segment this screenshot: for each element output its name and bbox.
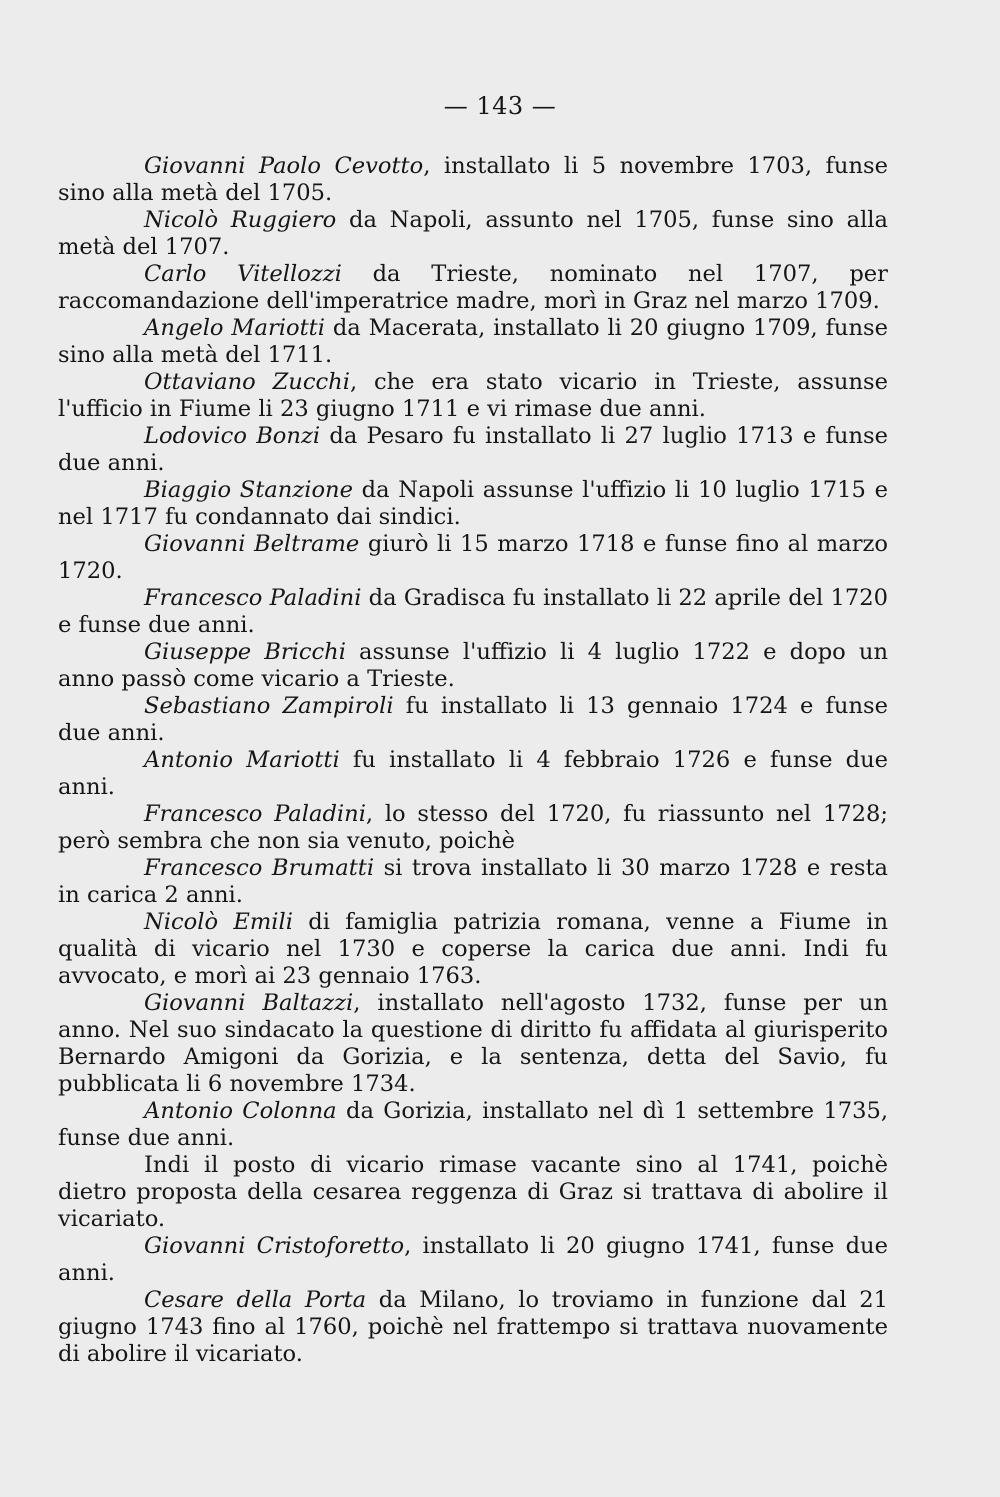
paragraph <box>58 1287 888 1368</box>
paragraph <box>58 477 888 531</box>
paragraph <box>58 855 888 909</box>
paragraph <box>58 261 888 315</box>
paragraph <box>58 153 888 207</box>
paragraph <box>58 801 888 855</box>
person-name: Antonio Colonna <box>144 1098 337 1124</box>
paragraph-text: giurò li 15 marzo 1718 e funse fino al marzo 1720. <box>58 531 888 584</box>
paragraph <box>58 207 888 261</box>
paragraph <box>58 693 888 747</box>
paragraph <box>58 315 888 369</box>
person-name: Angelo Mariotti <box>144 315 325 341</box>
paragraph <box>58 747 888 801</box>
paragraph-text: da Napoli assunse l'uffizio li 10 luglio 1715 e nel 1717 fu condannato dai sindici. <box>58 477 888 530</box>
person-name: Nicolò Emili <box>144 909 293 935</box>
person-name: Carlo Vitellozzi <box>144 261 342 287</box>
paragraph-text: di famiglia patrizia romana, venne a Fiume in qualità di vicario nel 1730 e coperse la carica due anni. Indi fu avvocato, e morì ai 23 gennaio 1763. <box>58 909 889 989</box>
person-name: Giovanni Cristoforetto <box>144 1233 405 1259</box>
paragraph <box>58 423 888 477</box>
paragraph <box>58 639 888 693</box>
paragraph <box>58 990 888 1098</box>
person-name: Sebastiano Zampiroli <box>144 693 394 719</box>
paragraph <box>58 1152 888 1233</box>
paragraph <box>58 1233 888 1287</box>
paragraph-text: fu installato li 13 gennaio 1724 e funse due anni. <box>58 693 888 746</box>
body-text <box>58 153 888 1368</box>
paragraph-text: , lo stesso del 1720, fu riassunto nel 1728; però sembra che non sia venuto, poichè <box>58 801 888 854</box>
paragraph-text: da Pesaro fu installato li 27 luglio 1713 e funse due anni. <box>58 423 888 476</box>
paragraph-text: Indi il posto di vicario rimase vacante sino al 1741, poichè dietro proposta della cesarea reggenza di Graz si trattava di abolire il vicariato. <box>58 1152 888 1232</box>
person-name: Francesco Paladini <box>144 585 362 611</box>
person-name: Francesco Paladini <box>144 801 366 827</box>
paragraph-text: da Macerata, installato li 20 giugno 1709, funse sino alla metà del 1711. <box>58 315 888 368</box>
paragraph <box>58 369 888 423</box>
paragraph-text: si trova installato li 30 marzo 1728 e resta in carica 2 anni. <box>58 855 888 908</box>
person-name: Francesco Brumatti <box>144 855 375 881</box>
paragraph-text: da Milano, lo troviamo in funzione dal 21 giugno 1743 fino al 1760, poichè nel frattempo si trattava nuovamente di abolire il vicariato. <box>58 1287 888 1367</box>
paragraph <box>58 531 888 585</box>
person-name: Giovanni Baltazzi <box>144 990 354 1016</box>
paragraph-text: assunse l'uffizio li 4 luglio 1722 e dopo un anno passò come vicario a Trieste. <box>58 639 888 692</box>
paragraph-text: da Napoli, assunto nel 1705, funse sino alla metà del 1707. <box>58 207 888 260</box>
person-name: Lodovico Bonzi <box>144 423 321 449</box>
person-name: Giovanni Paolo Cevotto <box>144 153 424 179</box>
paragraph <box>58 1098 888 1152</box>
person-name: Antonio Mariotti <box>144 747 340 773</box>
paragraph-text: , installato li 20 giugno 1741, funse due anni. <box>58 1233 888 1286</box>
paragraph-text: , installato li 5 novembre 1703, funse sino alla metà del 1705. <box>58 153 888 206</box>
person-name: Cesare della Porta <box>144 1287 367 1313</box>
paragraph-text: , che era stato vicario in Trieste, assunse l'ufficio in Fiume li 23 giugno 1711 e vi rimase due anni. <box>58 369 888 422</box>
page-number: — 143 — <box>443 92 557 120</box>
person-name: Ottaviano Zucchi <box>144 369 350 395</box>
paragraph-text: da Gorizia, installato nel dì 1 settembre 1735, funse due anni. <box>58 1098 889 1151</box>
paragraph-text: da Gradisca fu installato li 22 aprile del 1720 e funse due anni. <box>58 585 888 638</box>
person-name: Nicolò Ruggiero <box>144 207 337 233</box>
paragraph-text: fu installato li 4 febbraio 1726 e funse due anni. <box>58 747 888 800</box>
person-name: Giovanni Beltrame <box>144 531 360 557</box>
paragraph-text: , installato nell'agosto 1732, funse per un anno. Nel suo sindacato la questione di diritto fu affidata al giurisperito Bernardo Amigoni da Gorizia, e la sentenza, detta del Savio, fu pubblicata li 6 novembre 1734. <box>58 990 889 1097</box>
paragraph-text: da Trieste, nominato nel 1707, per raccomandazione dell'imperatrice madre, morì in Graz nel marzo 1709. <box>58 261 888 314</box>
paragraph <box>58 909 888 990</box>
person-name: Giuseppe Bricchi <box>144 639 346 665</box>
person-name: Biaggio Stanzione <box>144 477 353 503</box>
paragraph <box>58 585 888 639</box>
